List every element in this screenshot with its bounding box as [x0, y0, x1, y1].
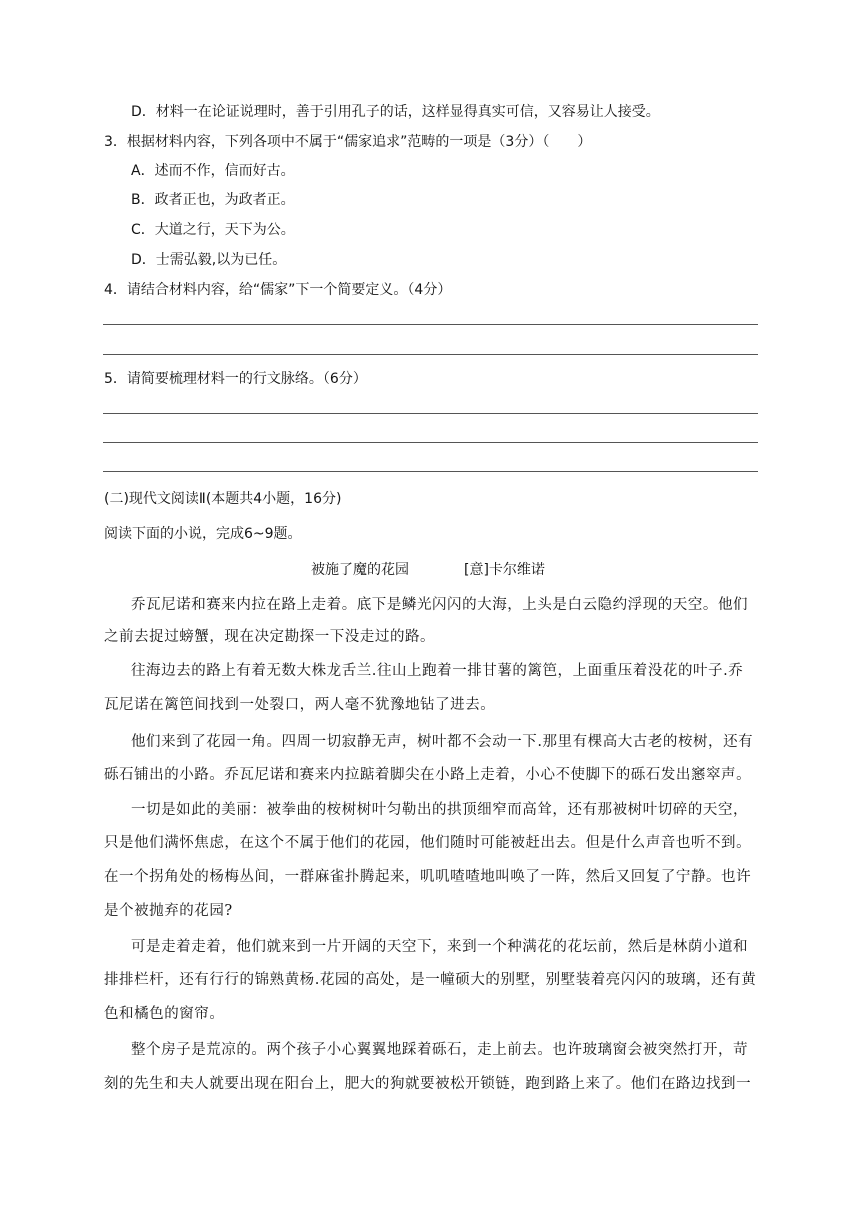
q5-answer-line: [103, 413, 758, 414]
q3-option-d: D．士需弘毅,以为已任。: [131, 252, 287, 268]
story-line: 一切是如此的美丽：被拳曲的桉树树叶匀勒出的拱顶细窄而高耸，还有那被树叶切碎的天空，: [131, 802, 749, 818]
story-line: 他们来到了花园一角。四周一切寂静无声，树叶都不会动一下.那里有棵高大古老的桉树，还有: [131, 734, 754, 750]
story-author: [意]卡尔维诺: [464, 562, 545, 578]
story-title: 被施了魔的花园: [311, 562, 409, 578]
q4-stem: 4．请结合材料内容，给“儒家”下一个简要定义。（4分）: [104, 282, 452, 298]
story-line: 瓦尼诺在篱笆间找到一处裂口，两人毫不犹豫地钻了进去。: [104, 697, 496, 713]
q3-option-b: B．政者正也，为政者正。: [131, 192, 295, 208]
q5-answer-line: [103, 471, 758, 472]
q4-answer-line: [103, 354, 758, 355]
story-line: 砾石铺出的小路。乔瓦尼诺和赛来内拉踮着脚尖在小路上走着，小心不使脚下的砾石发出窸窣声。: [104, 767, 752, 783]
story-line: 往海边去的路上有着无数大株龙舌兰.往山上跑着一排甘薯的篱笆，上面重压着没花的叶子.乔: [131, 663, 744, 679]
q4-answer-line: [103, 324, 758, 325]
story-line: 色和橘色的窗帘。: [104, 1006, 225, 1022]
q2-option-d: D．材料一在论证说理时，善于引用孔子的话，这样显得真实可信，又容易让人接受。: [131, 104, 660, 120]
story-line: 刻的先生和夫人就要出现在阳台上，肥大的狗就要被松开锁链，跑到路上来了。他们在路边找到一: [104, 1076, 752, 1092]
section-heading: (二)现代文阅读Ⅱ(本题共4小题，16分): [104, 491, 342, 507]
story-line: 整个房子是荒凉的。两个孩子小心翼翼地踩着砾石，走上前去。也许玻璃窗会被突然打开，苛: [131, 1042, 749, 1058]
reading-instruction: 阅读下面的小说，完成6~9题。: [104, 526, 302, 542]
story-line: 乔瓦尼诺和赛来内拉在路上走着。底下是鳞光闪闪的大海，上头是白云隐约浮现的天空。他们: [131, 597, 749, 613]
q3-stem: 3．根据材料内容，下列各项中不属于“儒家追求”范畴的一项是（3分）（ ）: [104, 134, 592, 150]
q3-option-c: C．大道之行，天下为公。: [131, 222, 295, 238]
story-line: 是个被抛弃的花园?: [104, 903, 233, 919]
story-line: 只是他们满怀焦虑，在这个不属于他们的花园，他们随时可能被赶出去。但是什么声音也听不到。: [104, 835, 752, 851]
story-line: 之前去捉过螃蟹，现在决定勘探一下没走过的路。: [104, 629, 436, 645]
q3-option-a: A．述而不作，信而好古。: [131, 163, 295, 179]
story-line: 可是走着走着，他们就来到一片开阔的天空下，来到一个种满花的花坛前，然后是林荫小道和: [131, 939, 749, 955]
story-line: 在一个拐角处的杨梅丛间，一群麻雀扑腾起来，叽叽喳喳地叫唤了一阵，然后又回复了宁静。也许: [104, 869, 752, 885]
q5-answer-line: [103, 442, 758, 443]
story-line: 排排栏杆，还有行行的锦熟黄杨.花园的高处，是一幢硕大的别墅，别墅装着亮闪闪的玻璃，还有黄: [104, 972, 757, 988]
q5-stem: 5．请简要梳理材料一的行文脉络。（6分）: [104, 371, 367, 387]
